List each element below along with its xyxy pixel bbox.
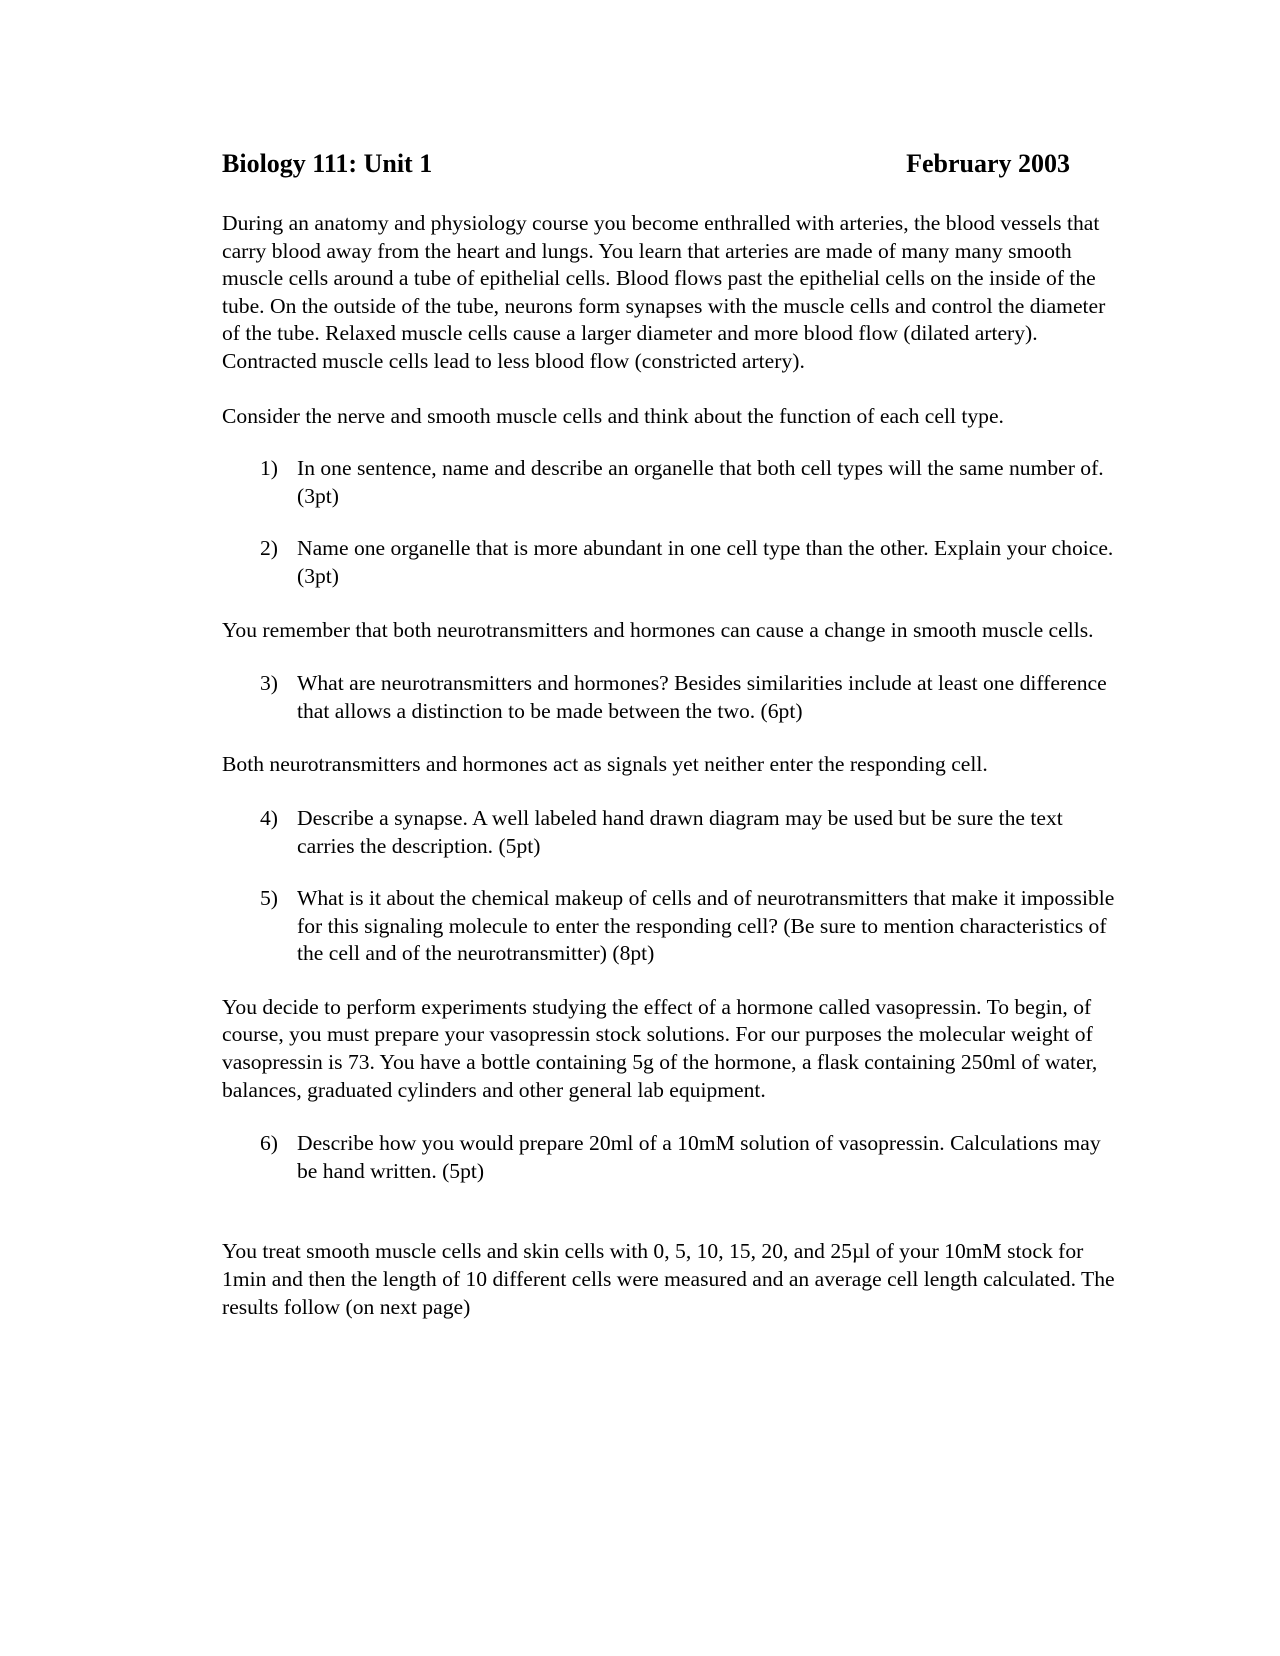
course-title: Biology 111: Unit 1 bbox=[222, 149, 433, 178]
question-item bbox=[260, 535, 1122, 590]
intro-paragraph: During an anatomy and physiology course you become enthralled with arteries, the blood vessels that carry blood away from the heart and lungs. You learn that arteries are made of many many smooth muscle cells around a tube of epithelial cells. Blood flows past the epithelial cells on the inside of the tube. On the outside of the tube, neurons form synapses with the muscle cells and control the diameter of the tube. Relaxed muscle cells cause a larger diameter and more blood flow (dilated artery). Contracted muscle cells lead to less blood flow (constricted artery). bbox=[222, 211, 1106, 373]
question-text: Name one organelle that is more abundant in one cell type than the other. Explain your choice. (3pt) bbox=[297, 536, 1114, 588]
question-number: 4) bbox=[260, 805, 278, 830]
question-text: In one sentence, name and describe an organelle that both cell types will the same number of. (3pt) bbox=[297, 456, 1104, 508]
context-paragraph-experiment: You treat smooth muscle cells and skin cells with 0, 5, 10, 15, 20, and 25µl of your 10mM stock for 1min and then the length of 10 different cells were measured and an average cell length calculated. The results follow (on next page) bbox=[222, 1239, 1115, 1319]
question-item bbox=[260, 670, 1122, 725]
context-paragraph-signals: You remember that both neurotransmitters and hormones can cause a change in smooth muscle cells. bbox=[222, 617, 1094, 642]
question-number: 5) bbox=[260, 886, 278, 911]
question-item bbox=[260, 1130, 1122, 1185]
context-paragraph-vasopressin: You decide to perform experiments studying the effect of a hormone called vasopressin. To begin, of course, you must prepare your vasopressin stock solutions. For our purposes the molecular weight of vasopressin is 73. You have a bottle containing 5g of the hormone, a flask containing 250ml of water, balances, graduated cylinders and other general lab equipment. bbox=[222, 994, 1098, 1102]
document-page bbox=[222, 148, 1122, 1321]
document-header bbox=[222, 148, 1070, 180]
question-item bbox=[260, 805, 1122, 860]
question-text: What are neurotransmitters and hormones? Besides similarities include at least one difference that allows a distinction to be made between the two. (6pt) bbox=[297, 671, 1107, 723]
question-text: Describe how you would prepare 20ml of a 10mM solution of vasopressin. Calculations may be hand written. (5pt) bbox=[297, 1131, 1101, 1183]
question-text: Describe a synapse. A well labeled hand drawn diagram may be used but be sure the text carries the description. (5pt) bbox=[297, 805, 1063, 858]
question-item bbox=[260, 885, 1122, 968]
context-paragraph-cells: Consider the nerve and smooth muscle cells and think about the function of each cell type. bbox=[222, 403, 1004, 428]
context-paragraph-responding-cell: Both neurotransmitters and hormones act as signals yet neither enter the responding cell. bbox=[222, 752, 988, 777]
question-number: 3) bbox=[260, 671, 278, 696]
question-number: 2) bbox=[260, 536, 278, 561]
question-text: What is it about the chemical makeup of cells and of neurotransmitters that make it impossible for this signaling molecule to enter the responding cell? (Be sure to mention characteristics of the cell and of the neurotransmitter) (8pt) bbox=[297, 886, 1115, 966]
question-number: 6) bbox=[260, 1131, 278, 1156]
question-item bbox=[260, 455, 1122, 510]
exam-date: February 2003 bbox=[906, 149, 1070, 178]
question-number: 1) bbox=[260, 456, 278, 481]
